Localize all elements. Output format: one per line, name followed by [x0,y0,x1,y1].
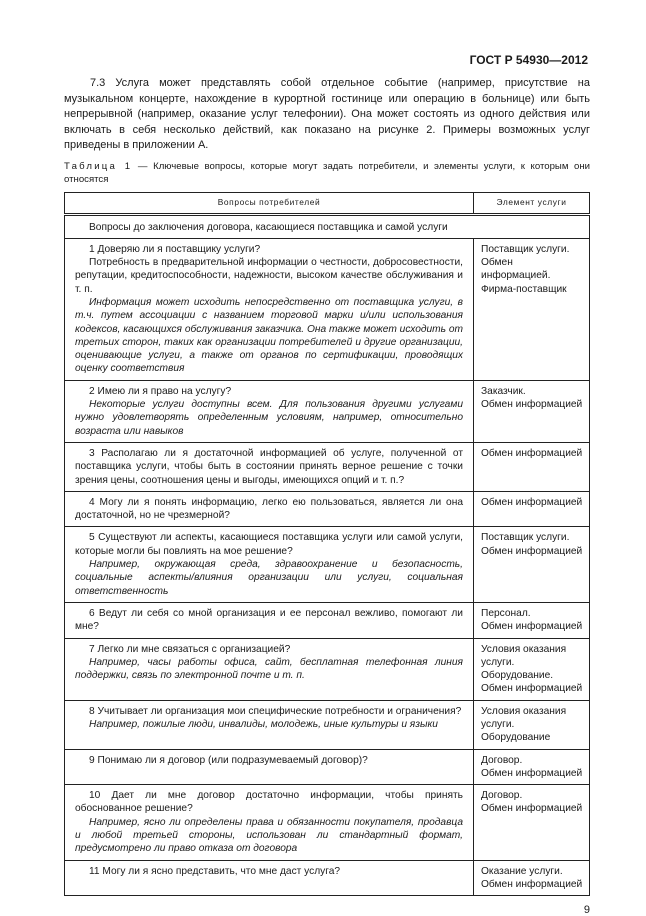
document-code: ГОСТ Р 54930—2012 [469,53,588,67]
question-note: Например, пожилые люди, инвалиды, молодежь, иные культуры и языки [89,719,438,730]
table-row [65,638,590,700]
table-caption-text: — Ключевые вопросы, которые могут задать потребители, и элементы услуги, к которым они относятся [64,160,590,185]
service-element: Поставщик услуги. [481,532,570,544]
service-element: Обмен информацией [481,878,583,890]
service-element: Условия оказания услуги. [481,705,567,730]
table-caption [64,160,590,186]
service-element: Условия оказания услуги. [481,643,567,668]
question-cell [65,238,474,380]
page-number: 9 [583,904,590,916]
question-text: 7 Легко ли мне связаться с организацией? [89,643,291,655]
service-element: Обмен информацией [481,803,583,815]
question-cell [65,380,474,442]
table-caption-label: Таблица 1 [64,160,133,172]
question-text: 11 Могу ли я ясно представить, что мне даст услуга? [89,865,341,877]
element-cell [474,785,590,860]
question-text: 10 Дает ли мне договор достаточно информации, чтобы принять обоснованное решение? [75,790,463,815]
table-row [65,527,590,602]
table-row [65,749,590,785]
element-cell [474,527,590,602]
key-questions-table [64,192,590,897]
question-cell [65,785,474,860]
service-element: Поставщик услуги. [481,243,570,255]
service-element: Договор. [481,754,523,766]
table-section-row [65,214,590,238]
table-row [65,860,590,896]
question-text: 6 Ведут ли себя со мной организация и ее персонал вежливо, помогают ли мне? [75,607,463,633]
column-header-element: Элемент услуги [474,192,590,214]
table-row [65,442,590,491]
question-note: Информация может исходить непосредственно от поставщика услуги, в т.ч. путем ассоциации с названием торговой марки и/или использования кодексов, касающихся обслуживания заказчика. Она также может исходить от третьих сторон, таких как организации потребителей и другие организации, оценивающие услуги, а также от органов по сертификации, проводящих оценку соответствия [75,296,463,375]
service-element: Обмен информацией [481,447,583,459]
column-header-questions: Вопросы потребителей [65,192,474,214]
question-cell [65,860,474,896]
question-text: 4 Могу ли я понять информацию, легко ею пользоваться, является ли она достаточной, но не чрезмерной? [75,496,463,522]
table-header-row [65,192,590,214]
element-cell [474,238,590,380]
element-cell [474,700,590,749]
table-row [65,602,590,638]
element-cell [474,860,590,896]
service-element: Персонал. [481,607,531,619]
question-note: Например, часы работы офиса, сайт, бесплатная телефонная линия поддержки, связь по электронной почте и т. п. [75,656,463,682]
service-element: Оборудование. [481,670,554,682]
question-detail: Потребность в предварительной информации о честности, добросовестности, репутации, кредитоспособности, надежности, высоком качестве обслуживания и т. п. [75,257,463,295]
service-element: Обмен информацией. [481,257,551,282]
question-cell [65,442,474,491]
question-cell [65,749,474,785]
section-title: Вопросы до заключения договора, касающиеся поставщика и самой услуги [65,214,590,238]
question-note: Например, ясно ли определены права и обязанности покупателя, продавца и любой третьей стороны, использован ли стандартный формат, предусмотрено ли право отказа от договора [75,816,463,855]
question-text: 3 Располагаю ли я достаточной информацией об услуге, полученной от поставщика услуги, чтобы быть в состоянии принять верное решение с точки зрения цены, соотношения цены и выгоды, имеющихся опций и т. п.? [75,447,463,486]
service-element: Обмен информацией [481,399,583,411]
table-row [65,380,590,442]
service-element: Фирма-поставщик [481,283,567,295]
question-note: Некоторые услуги доступны всем. Для пользования другими услугами нужно удовлетворять определенным условиям, например, относительно возраста или навыков [75,399,463,437]
service-element: Обмен информацией [481,496,583,508]
page-body [64,0,590,916]
element-cell [474,602,590,638]
element-cell [474,442,590,491]
table-row [65,238,590,380]
element-cell [474,491,590,527]
question-text: 5 Существуют ли аспекты, касающиеся поставщика услуги или самой услуги, которые могли бы повлиять на мое решение? [75,532,463,557]
question-cell [65,602,474,638]
question-text: 8 Учитывает ли организация мои специфические потребности и ограничения? [89,705,462,717]
element-cell [474,638,590,700]
service-element: Обмен информацией [481,683,583,695]
element-cell [474,380,590,442]
service-element: Обмен информацией [481,621,583,633]
service-element: Заказчик. [481,385,526,397]
question-text: 1 Доверяю ли я поставщику услуги? [89,243,261,255]
table-row [65,491,590,527]
table-row [65,700,590,749]
table-row [65,785,590,860]
question-cell [65,638,474,700]
question-cell [65,491,474,527]
question-text: 9 Понимаю ли я договор (или подразумеваемый договор)? [89,754,368,766]
question-text: 2 Имею ли я право на услугу? [89,385,232,397]
service-element: Оборудование [481,732,551,744]
service-element: Договор. [481,790,523,802]
service-element: Оказание услуги. [481,865,563,877]
element-cell [474,749,590,785]
body-paragraph: 7.3 Услуга может представлять собой отдельное событие (например, присутствие на музыкальном концерте, нахождение в курортной гостинице или операцию в больнице) или быть непрерывной (например, оказание услуг телефонии). Она может состоять из одного действия или включать в себя несколько действий, как показано на рисунке 2. Примеры возможных услуг приведены в приложении А. [64,77,590,151]
question-note: Например, окружающая среда, здравоохранение и безопасность, социальные аспекты/влияния организации или услуги, социальная ответственность [75,559,463,597]
service-element: Обмен информацией [481,545,583,557]
question-cell [65,527,474,602]
question-cell [65,700,474,749]
service-element: Обмен информацией [481,767,583,779]
